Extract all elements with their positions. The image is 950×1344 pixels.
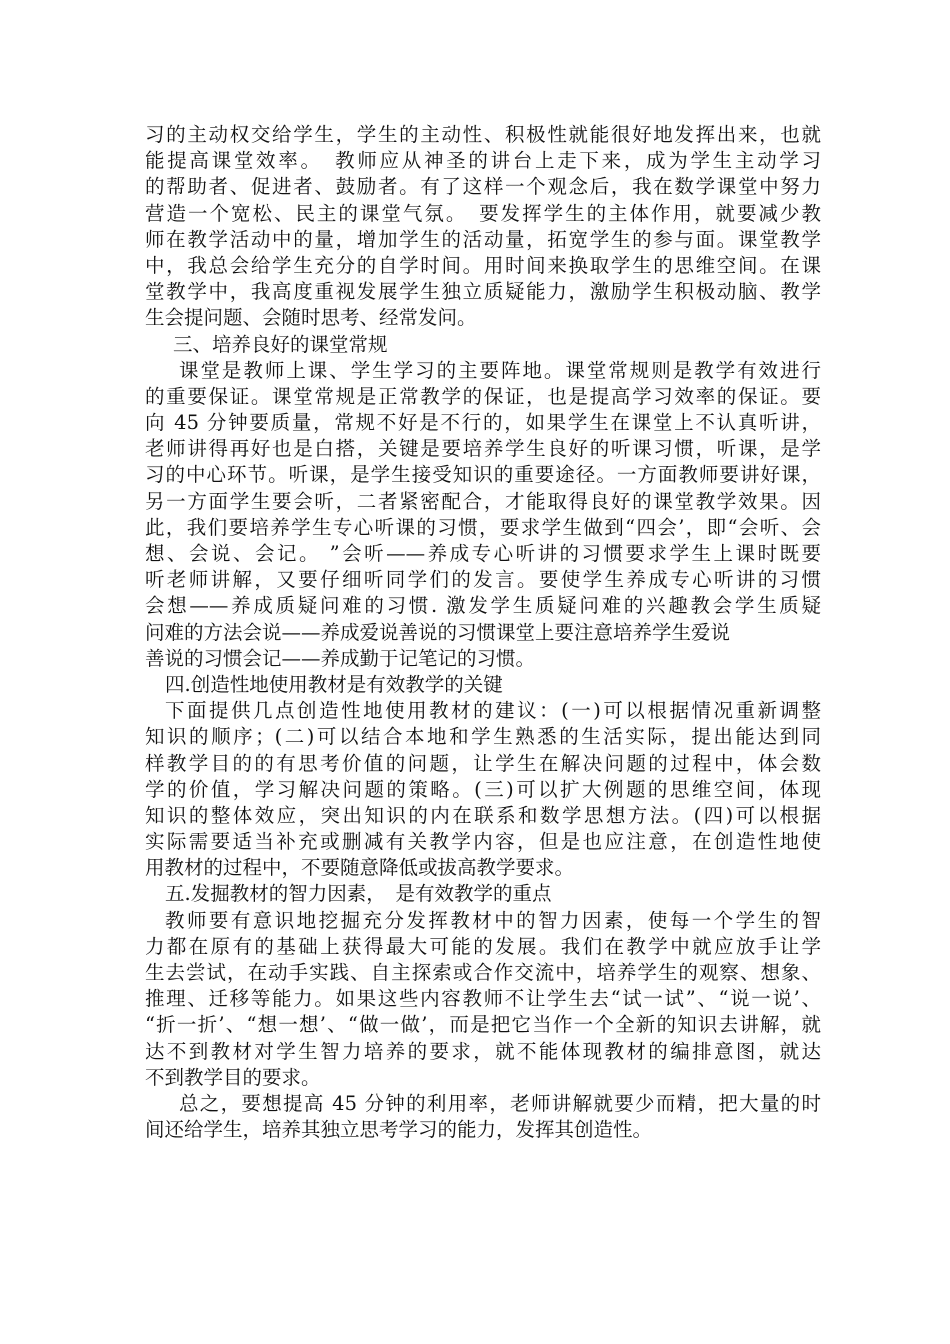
document-body [145,122,821,1143]
text-line: 的重要保证。课堂常规是正常教学的保证，也是提高学习效率的保证。要 [145,384,821,408]
text-line: 推理、迁移等能力。如果这些内容教师不让学生去“试一试”、“说一说’、 [145,987,821,1011]
text-line: 知识的整体效应，突出知识的内在联系和数学思想方法。(四)可以根据 [145,803,821,827]
text-line: 实际需要适当补充或删减有关教学内容，但是也应注意，在创造性地使 [145,830,821,854]
text-line: 四.创造性地使用教材是有效教学的关键 [165,672,503,696]
text-line: 用教材的过程中，不要随意降低或拔高教学要求。 [145,856,575,880]
text-line: 习的主动权交给学生，学生的主动性、积极性就能很好地发挥出来，也就 [145,123,821,146]
text-line: 五.发掘教材的智力因素， 是有效教学的重点 [165,882,552,906]
text-line: 总之，要想提高 45 分钟的利用率，老师讲解就要少而精，把大量的时 [179,1091,821,1115]
text-line: 达不到教材对学生智力培养的要求，就不能体现教材的编排意图，就达 [145,1039,821,1063]
text-line: 此，我们要培养学生专心听课的习惯，要求学生做到“四会’，即“会听、会 [145,515,821,539]
text-line: 学的价值，学习解决问题的策略。(三)可以扩大例题的思维空间，体现 [145,777,821,801]
text-line: 不到教学目的要求。 [145,1065,321,1089]
text-line: 样教学目的的有思考价值的问题，让学生在解决问题的过程中，体会数 [145,751,821,775]
text-line: 下面提供几点创造性地使用教材的建议：(一)可以根据情况重新调整 [165,699,821,723]
text-line: 三、培养良好的课堂常规 [173,332,388,356]
text-line: 善说的习惯会记——养成勤于记笔记的习惯。 [145,646,536,670]
text-line: 的帮助者、促进者、鼓励者。有了这样一个观念后，我在数学课堂中努力 [145,175,821,199]
text-line: 会想——养成质疑问难的习惯. 激发学生质疑问难的兴趣教会学生质疑 [145,594,821,618]
text-line: 老师讲得再好也是白搭，关键是要培养学生良好的听课习惯，听课，是学 [145,437,821,461]
text-line: “折一折’、“想一想’、“做一做’，而是把它当作一个全新的知识去讲解，就 [145,1013,821,1037]
text-line: 间还给学生，培养其独立思考学习的能力，发挥其创造性。 [145,1118,653,1142]
text-line: 习的中心环节。听课，是学生接受知识的重要途径。一方面教师要讲好课， [145,463,821,487]
text-line: 生去尝试，在动手实践、自主探索或合作交流中，培养学生的观察、想象、 [145,961,821,984]
text-line: 师在教学活动中的量，增加学生的活动量，拓宽学生的参与面。课堂教学 [145,227,821,251]
text-line: 想、会说、会记。 ”会听——养成专心听讲的习惯要求学生上课时既要 [145,542,821,565]
text-line: 知识的顺序；(二)可以结合本地和学生熟悉的生活实际，提出能达到同 [145,725,821,749]
text-line: 生会提问题、会随时思考、经常发问。 [145,306,477,330]
text-line: 中，我总会给学生充分的自学时间。用时间来换取学生的思维空间。在课 [145,253,821,277]
text-line: 教师要有意识地挖掘充分发挥教材中的智力因素，使每一个学生的智 [165,908,821,932]
text-line: 问难的方法会说——养成爱说善说的习惯课堂上要注意培养学生爱说 [145,620,731,644]
text-line: 营造一个宽松、民主的课堂气氛。 要发挥学生的主体作用，就要减少教 [145,201,821,225]
text-line: 向 45 分钟要质量，常规不好是不行的，如果学生在课堂上不认真听讲， [145,411,821,435]
text-line: 能提高课堂效率。 教师应从神圣的讲台上走下来，成为学生主动学习 [145,149,821,173]
text-line: 课堂是教师上课、学生学习的主要阵地。课堂常规则是教学有效进行 [179,358,821,382]
text-line: 力都在原有的基础上获得最大可能的发展。我们在教学中就应放手让学 [145,934,821,958]
text-line: 另一方面学生要会听，二者紧密配合，才能取得良好的课堂教学效果。因 [145,489,821,513]
text-line: 听老师讲解，又要仔细听同学们的发言。要使学生养成专心听讲的习惯 [145,568,821,592]
text-line: 堂教学中，我高度重视发展学生独立质疑能力，激励学生积极动脑、教学 [145,280,821,304]
